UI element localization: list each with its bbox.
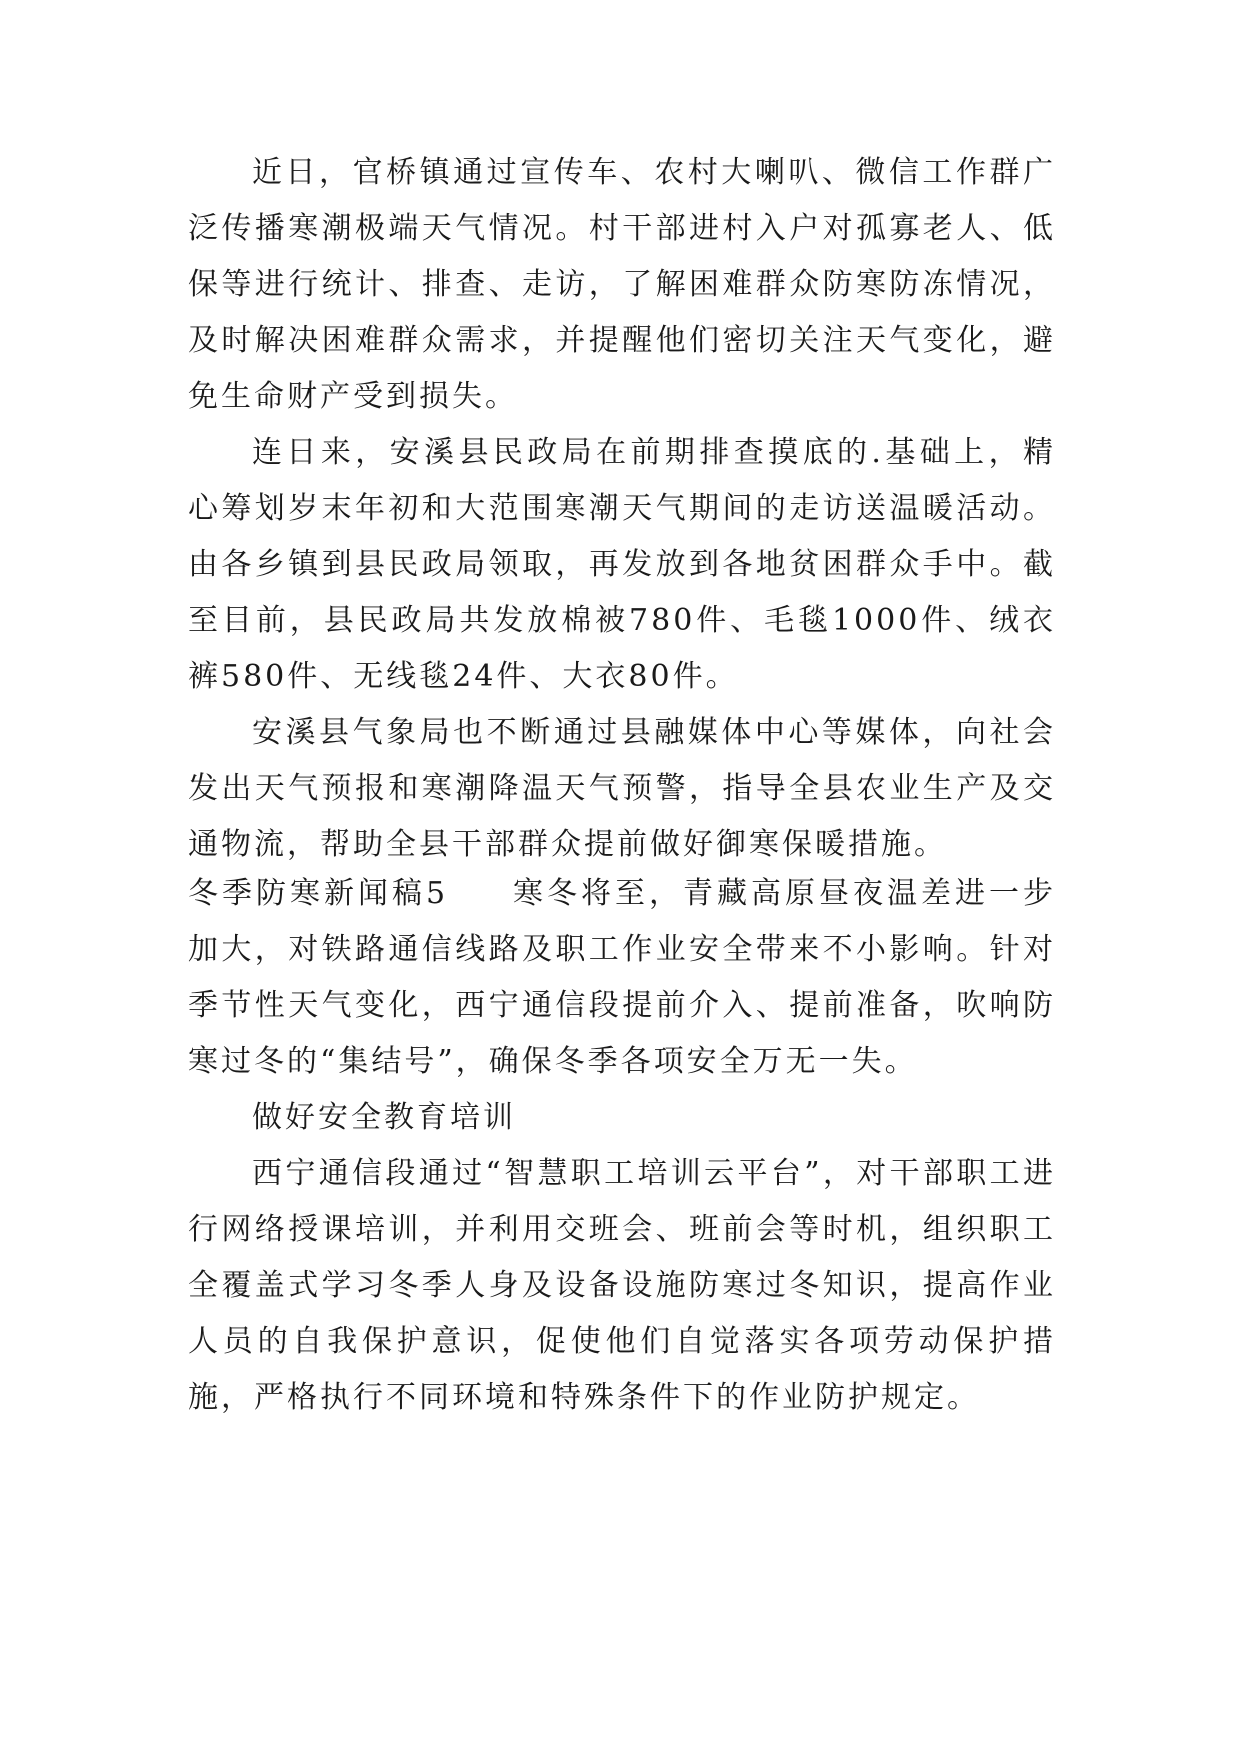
section-intro: 寒冬将至，青藏高原昼夜温差进一步加大，对铁路通信线路及职工作业安全带来不小影响。针对季节性天气变化，西宁通信段提前介入、提前准备，吹响防寒过冬的“集结号”，确保冬季各项安全万无一失。 bbox=[188, 876, 1056, 1079]
section-title: 冬季防寒新闻稿5 bbox=[188, 876, 449, 911]
paragraph-guanqiao: 近日，官桥镇通过宣传车、农村大喇叭、微信工作群广泛传播寒潮极端天气情况。村干部进村入户对孤寡老人、低保等进行统计、排查、走访，了解困难群众防寒防冻情况，及时解决困难群众需求，并提醒他们密切关注天气变化，避免生命财产受到损失。 bbox=[188, 155, 1056, 414]
paragraph-meteorology: 安溪县气象局也不断通过县融媒体中心等媒体，向社会发出天气预报和寒潮降温天气预警，指导全县农业生产及交通物流，帮助全县干部群众提前做好御寒保暖措施。 bbox=[188, 715, 1056, 862]
section-intro-paragraph bbox=[188, 866, 1056, 1090]
section-body: 西宁通信段通过“智慧职工培训云平台”，对干部职工进行网络授课培训，并利用交班会、班前会等时机，组织职工全覆盖式学习冬季人身及设备设施防寒过冬知识，提高作业人员的自我保护意识，促使他们自觉落实各项劳动保护措施，严格执行不同环境和特殊条件下的作业防护规定。 bbox=[188, 1156, 1056, 1415]
article-section bbox=[188, 866, 1056, 1426]
article-top bbox=[188, 145, 1056, 873]
section-subheading: 做好安全教育培训 bbox=[252, 1100, 516, 1135]
paragraph-civil-affairs: 连日来，安溪县民政局在前期排查摸底的.基础上，精心筹划岁末年初和大范围寒潮天气期间的走访送温暖活动。由各乡镇到县民政局领取，再发放到各地贫困群众手中。截至目前，县民政局共发放棉被780件、毛毯1000件、绒衣裤580件、无线毯24件、大衣80件。 bbox=[188, 435, 1056, 694]
